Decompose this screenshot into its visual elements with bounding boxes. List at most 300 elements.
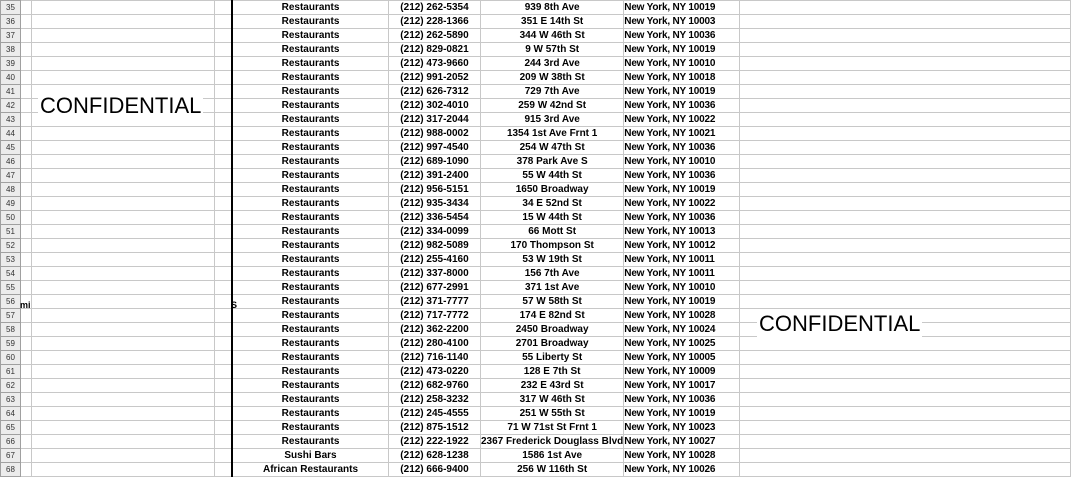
table-row[interactable] bbox=[1, 421, 1071, 435]
cell-a[interactable] bbox=[21, 211, 32, 225]
phone-cell[interactable]: (212) 956-5151 bbox=[389, 183, 481, 197]
city-cell[interactable]: New York, NY 10010 bbox=[624, 281, 740, 295]
cell-a[interactable] bbox=[21, 43, 32, 57]
address-cell[interactable]: 244 3rd Ave bbox=[481, 57, 624, 71]
table-row[interactable] bbox=[1, 281, 1071, 295]
address-cell[interactable]: 55 Liberty St bbox=[481, 351, 624, 365]
city-cell[interactable]: New York, NY 10036 bbox=[624, 29, 740, 43]
address-cell[interactable]: 53 W 19th St bbox=[481, 253, 624, 267]
cell-b[interactable] bbox=[32, 71, 215, 85]
category-cell[interactable]: Restaurants bbox=[232, 15, 389, 29]
cell-c[interactable] bbox=[215, 351, 233, 365]
phone-cell[interactable]: (212) 262-5354 bbox=[389, 1, 481, 15]
cell-empty[interactable] bbox=[740, 127, 1071, 141]
cell-b[interactable] bbox=[32, 337, 215, 351]
cell-a[interactable] bbox=[21, 141, 32, 155]
address-cell[interactable]: 344 W 46th St bbox=[481, 29, 624, 43]
cell-c[interactable] bbox=[215, 379, 233, 393]
cell-b[interactable] bbox=[32, 281, 215, 295]
phone-cell[interactable]: (212) 258-3232 bbox=[389, 393, 481, 407]
city-cell[interactable]: New York, NY 10028 bbox=[624, 309, 740, 323]
table-row[interactable] bbox=[1, 253, 1071, 267]
table-row[interactable] bbox=[1, 225, 1071, 239]
city-cell[interactable]: New York, NY 10019 bbox=[624, 407, 740, 421]
cell-a[interactable] bbox=[21, 225, 32, 239]
address-cell[interactable]: 729 7th Ave bbox=[481, 85, 624, 99]
cell-b[interactable] bbox=[32, 309, 215, 323]
phone-cell[interactable]: (212) 222-1922 bbox=[389, 435, 481, 449]
cell-a[interactable] bbox=[21, 15, 32, 29]
cell-b[interactable] bbox=[32, 379, 215, 393]
row-header[interactable]: 63 bbox=[1, 393, 21, 407]
city-cell[interactable]: New York, NY 10019 bbox=[624, 85, 740, 99]
phone-cell[interactable]: (212) 302-4010 bbox=[389, 99, 481, 113]
cell-b[interactable] bbox=[32, 267, 215, 281]
phone-cell[interactable]: (212) 682-9760 bbox=[389, 379, 481, 393]
city-cell[interactable]: New York, NY 10019 bbox=[624, 295, 740, 309]
phone-cell[interactable]: (212) 997-4540 bbox=[389, 141, 481, 155]
category-cell[interactable]: Restaurants bbox=[232, 127, 389, 141]
city-cell[interactable]: New York, NY 10019 bbox=[624, 1, 740, 15]
row-header[interactable]: 42 bbox=[1, 99, 21, 113]
table-row[interactable] bbox=[1, 365, 1071, 379]
row-header[interactable]: 59 bbox=[1, 337, 21, 351]
city-cell[interactable]: New York, NY 10036 bbox=[624, 141, 740, 155]
cell-c[interactable] bbox=[215, 169, 233, 183]
row-header[interactable]: 68 bbox=[1, 463, 21, 477]
table-row[interactable] bbox=[1, 155, 1071, 169]
table-row[interactable] bbox=[1, 29, 1071, 43]
city-cell[interactable]: New York, NY 10013 bbox=[624, 225, 740, 239]
address-cell[interactable]: 1586 1st Ave bbox=[481, 449, 624, 463]
city-cell[interactable]: New York, NY 10036 bbox=[624, 211, 740, 225]
cell-a[interactable] bbox=[21, 1, 32, 15]
phone-cell[interactable]: (212) 473-9660 bbox=[389, 57, 481, 71]
cell-a[interactable] bbox=[21, 281, 32, 295]
cell-c[interactable] bbox=[215, 239, 233, 253]
row-header[interactable]: 44 bbox=[1, 127, 21, 141]
city-cell[interactable]: New York, NY 10019 bbox=[624, 43, 740, 57]
address-cell[interactable]: 209 W 38th St bbox=[481, 71, 624, 85]
cell-empty[interactable] bbox=[740, 155, 1071, 169]
category-cell[interactable]: Restaurants bbox=[232, 337, 389, 351]
row-header[interactable]: 55 bbox=[1, 281, 21, 295]
cell-empty[interactable] bbox=[740, 169, 1071, 183]
cell-b[interactable] bbox=[32, 421, 215, 435]
cell-a[interactable] bbox=[21, 463, 32, 477]
phone-cell[interactable]: (212) 337-8000 bbox=[389, 267, 481, 281]
category-cell[interactable]: Restaurants bbox=[232, 197, 389, 211]
cell-b[interactable] bbox=[32, 323, 215, 337]
cell-empty[interactable] bbox=[740, 225, 1071, 239]
cell-empty[interactable] bbox=[740, 141, 1071, 155]
cell-c[interactable] bbox=[215, 323, 233, 337]
table-row[interactable] bbox=[1, 15, 1071, 29]
city-cell[interactable]: New York, NY 10011 bbox=[624, 253, 740, 267]
cell-b[interactable] bbox=[32, 155, 215, 169]
cell-c[interactable] bbox=[215, 197, 233, 211]
row-header[interactable]: 52 bbox=[1, 239, 21, 253]
cell-c[interactable] bbox=[215, 337, 233, 351]
cell-empty[interactable] bbox=[740, 113, 1071, 127]
cell-a[interactable] bbox=[21, 393, 32, 407]
category-cell[interactable]: Restaurants bbox=[232, 169, 389, 183]
cell-c[interactable] bbox=[215, 127, 233, 141]
address-cell[interactable]: 351 E 14th St bbox=[481, 15, 624, 29]
cell-a[interactable] bbox=[21, 85, 32, 99]
phone-cell[interactable]: (212) 988-0002 bbox=[389, 127, 481, 141]
cell-b[interactable] bbox=[32, 295, 215, 309]
cell-a[interactable] bbox=[21, 267, 32, 281]
cell-c[interactable] bbox=[215, 225, 233, 239]
cell-b[interactable] bbox=[32, 197, 215, 211]
cell-c[interactable] bbox=[215, 57, 233, 71]
cell-empty[interactable] bbox=[740, 365, 1071, 379]
category-cell[interactable]: Restaurants bbox=[232, 281, 389, 295]
table-row[interactable] bbox=[1, 379, 1071, 393]
table-row[interactable] bbox=[1, 57, 1071, 71]
cell-empty[interactable] bbox=[740, 99, 1071, 113]
row-header[interactable]: 65 bbox=[1, 421, 21, 435]
cell-empty[interactable] bbox=[740, 421, 1071, 435]
category-cell[interactable]: Restaurants bbox=[232, 421, 389, 435]
address-cell[interactable]: 371 1st Ave bbox=[481, 281, 624, 295]
row-header[interactable]: 35 bbox=[1, 1, 21, 15]
category-cell[interactable]: Restaurants bbox=[232, 393, 389, 407]
city-cell[interactable]: New York, NY 10017 bbox=[624, 379, 740, 393]
cell-empty[interactable] bbox=[740, 211, 1071, 225]
cell-a[interactable] bbox=[21, 449, 32, 463]
cell-a[interactable] bbox=[21, 57, 32, 71]
address-cell[interactable]: 71 W 71st St Frnt 1 bbox=[481, 421, 624, 435]
address-cell[interactable]: 232 E 43rd St bbox=[481, 379, 624, 393]
cell-a[interactable] bbox=[21, 337, 32, 351]
address-cell[interactable]: 174 E 82nd St bbox=[481, 309, 624, 323]
table-row[interactable] bbox=[1, 351, 1071, 365]
phone-cell[interactable]: (212) 255-4160 bbox=[389, 253, 481, 267]
phone-cell[interactable]: (212) 362-2200 bbox=[389, 323, 481, 337]
cell-c[interactable] bbox=[215, 113, 233, 127]
cell-a[interactable] bbox=[21, 127, 32, 141]
row-header[interactable]: 48 bbox=[1, 183, 21, 197]
table-row[interactable] bbox=[1, 127, 1071, 141]
cell-b[interactable] bbox=[32, 1, 215, 15]
table-row[interactable] bbox=[1, 211, 1071, 225]
phone-cell[interactable]: (212) 628-1238 bbox=[389, 449, 481, 463]
cell-a[interactable] bbox=[21, 323, 32, 337]
cell-a[interactable] bbox=[21, 29, 32, 43]
cell-a[interactable] bbox=[21, 113, 32, 127]
category-cell[interactable]: Restaurants bbox=[232, 267, 389, 281]
cell-c[interactable] bbox=[215, 15, 233, 29]
cell-empty[interactable] bbox=[740, 253, 1071, 267]
category-cell[interactable]: Restaurants bbox=[232, 309, 389, 323]
cell-empty[interactable] bbox=[740, 407, 1071, 421]
address-cell[interactable]: 156 7th Ave bbox=[481, 267, 624, 281]
cell-c[interactable] bbox=[215, 393, 233, 407]
cell-empty[interactable] bbox=[740, 337, 1071, 351]
cell-empty[interactable] bbox=[740, 295, 1071, 309]
cell-b[interactable] bbox=[32, 407, 215, 421]
cell-empty[interactable] bbox=[740, 183, 1071, 197]
cell-empty[interactable] bbox=[740, 281, 1071, 295]
table-row[interactable] bbox=[1, 169, 1071, 183]
phone-cell[interactable]: (212) 245-4555 bbox=[389, 407, 481, 421]
address-cell[interactable]: 317 W 46th St bbox=[481, 393, 624, 407]
cell-a[interactable] bbox=[21, 379, 32, 393]
phone-cell[interactable]: (212) 336-5454 bbox=[389, 211, 481, 225]
address-cell[interactable]: 34 E 52nd St bbox=[481, 197, 624, 211]
address-cell[interactable]: 128 E 7th St bbox=[481, 365, 624, 379]
table-row[interactable] bbox=[1, 267, 1071, 281]
table-row[interactable] bbox=[1, 239, 1071, 253]
address-cell[interactable]: 2450 Broadway bbox=[481, 323, 624, 337]
category-cell[interactable]: Restaurants bbox=[232, 155, 389, 169]
cell-c[interactable] bbox=[215, 463, 233, 477]
category-cell[interactable]: Restaurants bbox=[232, 351, 389, 365]
cell-c[interactable] bbox=[215, 421, 233, 435]
category-cell[interactable]: Restaurants bbox=[232, 379, 389, 393]
address-cell[interactable]: 254 W 47th St bbox=[481, 141, 624, 155]
cell-empty[interactable] bbox=[740, 15, 1071, 29]
cell-c[interactable] bbox=[215, 281, 233, 295]
category-cell[interactable]: Restaurants bbox=[232, 435, 389, 449]
cell-b[interactable] bbox=[32, 57, 215, 71]
cell-a[interactable] bbox=[21, 99, 32, 113]
table-row[interactable] bbox=[1, 463, 1071, 477]
category-cell[interactable]: Restaurants bbox=[232, 183, 389, 197]
cell-c[interactable] bbox=[215, 43, 233, 57]
phone-cell[interactable]: (212) 935-3434 bbox=[389, 197, 481, 211]
cell-a[interactable] bbox=[21, 309, 32, 323]
category-cell[interactable]: Restaurants bbox=[232, 99, 389, 113]
phone-cell[interactable]: (212) 829-0821 bbox=[389, 43, 481, 57]
row-header[interactable]: 64 bbox=[1, 407, 21, 421]
cell-b[interactable] bbox=[32, 29, 215, 43]
city-cell[interactable]: New York, NY 10012 bbox=[624, 239, 740, 253]
cell-a[interactable] bbox=[21, 197, 32, 211]
address-cell[interactable]: 915 3rd Ave bbox=[481, 113, 624, 127]
cell-empty[interactable] bbox=[740, 463, 1071, 477]
cell-a[interactable] bbox=[21, 435, 32, 449]
cell-c[interactable] bbox=[215, 295, 233, 309]
city-cell[interactable]: New York, NY 10010 bbox=[624, 155, 740, 169]
address-cell[interactable]: 55 W 44th St bbox=[481, 169, 624, 183]
city-cell[interactable]: New York, NY 10036 bbox=[624, 169, 740, 183]
row-header[interactable]: 43 bbox=[1, 113, 21, 127]
address-cell[interactable]: 66 Mott St bbox=[481, 225, 624, 239]
phone-cell[interactable]: (212) 262-5890 bbox=[389, 29, 481, 43]
row-header[interactable]: 50 bbox=[1, 211, 21, 225]
phone-cell[interactable]: (212) 334-0099 bbox=[389, 225, 481, 239]
row-header[interactable]: 46 bbox=[1, 155, 21, 169]
cell-empty[interactable] bbox=[740, 43, 1071, 57]
address-cell[interactable]: 9 W 57th St bbox=[481, 43, 624, 57]
row-header[interactable]: 60 bbox=[1, 351, 21, 365]
table-row[interactable] bbox=[1, 71, 1071, 85]
category-cell[interactable]: Restaurants bbox=[232, 225, 389, 239]
cell-empty[interactable] bbox=[740, 393, 1071, 407]
row-header[interactable]: 37 bbox=[1, 29, 21, 43]
phone-cell[interactable]: (212) 982-5089 bbox=[389, 239, 481, 253]
cell-b[interactable] bbox=[32, 183, 215, 197]
row-header[interactable]: 45 bbox=[1, 141, 21, 155]
row-header[interactable]: 67 bbox=[1, 449, 21, 463]
cell-b[interactable] bbox=[32, 211, 215, 225]
city-cell[interactable]: New York, NY 10005 bbox=[624, 351, 740, 365]
city-cell[interactable]: New York, NY 10025 bbox=[624, 337, 740, 351]
cell-empty[interactable] bbox=[740, 449, 1071, 463]
cell-a[interactable] bbox=[21, 183, 32, 197]
category-cell[interactable]: Restaurants bbox=[232, 141, 389, 155]
cell-b[interactable] bbox=[32, 365, 215, 379]
table-row[interactable] bbox=[1, 393, 1071, 407]
cell-empty[interactable] bbox=[740, 85, 1071, 99]
category-cell[interactable]: Restaurants bbox=[232, 1, 389, 15]
row-header[interactable]: 57 bbox=[1, 309, 21, 323]
cell-a[interactable] bbox=[21, 169, 32, 183]
cell-c[interactable] bbox=[215, 183, 233, 197]
city-cell[interactable]: New York, NY 10026 bbox=[624, 463, 740, 477]
row-header[interactable]: 38 bbox=[1, 43, 21, 57]
phone-cell[interactable]: (212) 875-1512 bbox=[389, 421, 481, 435]
address-cell[interactable]: 939 8th Ave bbox=[481, 1, 624, 15]
cell-c[interactable] bbox=[215, 407, 233, 421]
cell-b[interactable] bbox=[32, 253, 215, 267]
phone-cell[interactable]: (212) 991-2052 bbox=[389, 71, 481, 85]
cell-c[interactable] bbox=[215, 71, 233, 85]
row-header[interactable]: 54 bbox=[1, 267, 21, 281]
table-row[interactable] bbox=[1, 43, 1071, 57]
category-cell[interactable]: Restaurants bbox=[232, 253, 389, 267]
phone-cell[interactable]: (212) 391-2400 bbox=[389, 169, 481, 183]
city-cell[interactable]: New York, NY 10010 bbox=[624, 57, 740, 71]
cell-c[interactable] bbox=[215, 141, 233, 155]
cell-b[interactable] bbox=[32, 239, 215, 253]
cell-c[interactable] bbox=[215, 435, 233, 449]
city-cell[interactable]: New York, NY 10021 bbox=[624, 127, 740, 141]
city-cell[interactable]: New York, NY 10023 bbox=[624, 421, 740, 435]
city-cell[interactable]: New York, NY 10019 bbox=[624, 183, 740, 197]
address-cell[interactable]: 378 Park Ave S bbox=[481, 155, 624, 169]
table-row[interactable] bbox=[1, 1, 1071, 15]
table-row[interactable] bbox=[1, 295, 1071, 309]
address-cell[interactable]: 2701 Broadway bbox=[481, 337, 624, 351]
phone-cell[interactable]: (212) 717-7772 bbox=[389, 309, 481, 323]
cell-empty[interactable] bbox=[740, 351, 1071, 365]
cell-b[interactable] bbox=[32, 225, 215, 239]
address-cell[interactable]: 15 W 44th St bbox=[481, 211, 624, 225]
row-header[interactable]: 36 bbox=[1, 15, 21, 29]
cell-empty[interactable] bbox=[740, 379, 1071, 393]
city-cell[interactable]: New York, NY 10036 bbox=[624, 99, 740, 113]
category-cell[interactable]: African Restaurants bbox=[232, 463, 389, 477]
row-header[interactable]: 47 bbox=[1, 169, 21, 183]
cell-b[interactable] bbox=[32, 43, 215, 57]
cell-c[interactable] bbox=[215, 267, 233, 281]
address-cell[interactable]: 259 W 42nd St bbox=[481, 99, 624, 113]
cell-a[interactable] bbox=[21, 155, 32, 169]
phone-cell[interactable]: (212) 689-1090 bbox=[389, 155, 481, 169]
cell-a[interactable] bbox=[21, 407, 32, 421]
city-cell[interactable]: New York, NY 10003 bbox=[624, 15, 740, 29]
row-header[interactable]: 49 bbox=[1, 197, 21, 211]
phone-cell[interactable]: (212) 677-2991 bbox=[389, 281, 481, 295]
address-cell[interactable]: 1650 Broadway bbox=[481, 183, 624, 197]
category-cell[interactable]: Restaurants bbox=[232, 57, 389, 71]
table-row[interactable] bbox=[1, 337, 1071, 351]
phone-cell[interactable]: (212) 666-9400 bbox=[389, 463, 481, 477]
cell-b[interactable] bbox=[32, 435, 215, 449]
category-cell[interactable]: Restaurants bbox=[232, 71, 389, 85]
row-header[interactable]: 39 bbox=[1, 57, 21, 71]
city-cell[interactable]: New York, NY 10024 bbox=[624, 323, 740, 337]
category-cell[interactable]: Restaurants bbox=[232, 239, 389, 253]
cell-empty[interactable] bbox=[740, 197, 1071, 211]
cell-b[interactable] bbox=[32, 393, 215, 407]
cell-c[interactable] bbox=[215, 85, 233, 99]
cell-c[interactable] bbox=[215, 309, 233, 323]
row-header[interactable]: 41 bbox=[1, 85, 21, 99]
row-header[interactable]: 53 bbox=[1, 253, 21, 267]
phone-cell[interactable]: (212) 626-7312 bbox=[389, 85, 481, 99]
cell-c[interactable] bbox=[215, 1, 233, 15]
address-cell[interactable]: 251 W 55th St bbox=[481, 407, 624, 421]
row-header[interactable]: 56 bbox=[1, 295, 21, 309]
cell-a[interactable] bbox=[21, 365, 32, 379]
city-cell[interactable]: New York, NY 10027 bbox=[624, 435, 740, 449]
row-header[interactable]: 58 bbox=[1, 323, 21, 337]
cell-b[interactable] bbox=[32, 15, 215, 29]
cell-empty[interactable] bbox=[740, 1, 1071, 15]
address-cell[interactable]: 170 Thompson St bbox=[481, 239, 624, 253]
cell-empty[interactable] bbox=[740, 29, 1071, 43]
city-cell[interactable]: New York, NY 10018 bbox=[624, 71, 740, 85]
address-cell[interactable]: 2367 Frederick Douglass Blvd bbox=[481, 435, 624, 447]
city-cell[interactable]: New York, NY 10028 bbox=[624, 449, 740, 463]
address-cell[interactable]: 1354 1st Ave Frnt 1 bbox=[481, 127, 624, 141]
row-header[interactable]: 62 bbox=[1, 379, 21, 393]
address-cell[interactable]: 57 W 58th St bbox=[481, 295, 624, 309]
cell-a[interactable] bbox=[21, 351, 32, 365]
cell-c[interactable] bbox=[215, 155, 233, 169]
category-cell[interactable]: Restaurants bbox=[232, 113, 389, 127]
city-cell[interactable]: New York, NY 10009 bbox=[624, 365, 740, 379]
category-cell[interactable]: Restaurants bbox=[232, 323, 389, 337]
cell-c[interactable] bbox=[215, 211, 233, 225]
city-cell[interactable]: New York, NY 10022 bbox=[624, 197, 740, 211]
cell-empty[interactable] bbox=[740, 267, 1071, 281]
category-cell[interactable]: Restaurants bbox=[232, 43, 389, 57]
cell-empty[interactable] bbox=[740, 435, 1071, 449]
city-cell[interactable]: New York, NY 10011 bbox=[624, 267, 740, 281]
city-cell[interactable]: New York, NY 10036 bbox=[624, 393, 740, 407]
cell-b[interactable] bbox=[32, 463, 215, 477]
cell-c[interactable] bbox=[215, 253, 233, 267]
city-cell[interactable]: New York, NY 10022 bbox=[624, 113, 740, 127]
table-row[interactable] bbox=[1, 183, 1071, 197]
table-row[interactable] bbox=[1, 141, 1071, 155]
cell-b[interactable] bbox=[32, 169, 215, 183]
cell-c[interactable] bbox=[215, 99, 233, 113]
row-header[interactable]: 51 bbox=[1, 225, 21, 239]
cell-b[interactable] bbox=[32, 449, 215, 463]
cell-a[interactable] bbox=[21, 421, 32, 435]
cell-empty[interactable] bbox=[740, 239, 1071, 253]
category-cell[interactable]: Restaurants bbox=[232, 29, 389, 43]
category-cell[interactable]: Restaurants bbox=[232, 365, 389, 379]
table-row[interactable] bbox=[1, 449, 1071, 463]
